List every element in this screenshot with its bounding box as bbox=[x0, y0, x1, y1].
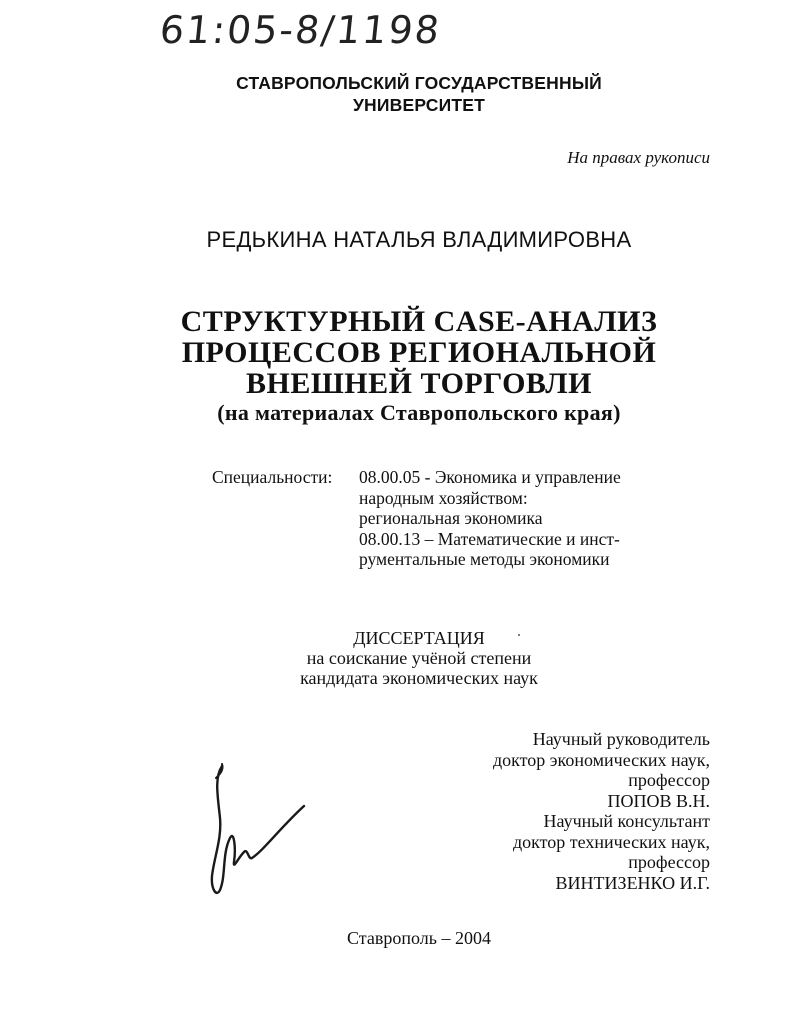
university-name bbox=[0, 72, 799, 116]
specialty-line: рументальные методы экономики bbox=[359, 549, 610, 569]
supervisor-line: профессор bbox=[628, 770, 710, 790]
supervisor-line: Научный руководитель bbox=[532, 729, 710, 749]
handwritten-archive-code: 61:05-8/1198 bbox=[157, 8, 444, 52]
supervisor-line: доктор технических наук, bbox=[513, 831, 710, 852]
degree-line-2: кандидата экономических наук bbox=[300, 668, 538, 688]
dissertation-title bbox=[0, 306, 799, 399]
dissertation-heading: ДИССЕРТАЦИЯ bbox=[353, 628, 485, 648]
specialty-line: народным хозяйством: bbox=[359, 487, 528, 508]
title-line-2: ПРОЦЕССОВ РЕГИОНАЛЬНОЙ bbox=[181, 336, 657, 369]
supervisor-line: ПОПОВ В.Н. bbox=[607, 790, 710, 811]
city-year: Ставрополь – 2004 bbox=[347, 928, 491, 948]
specialty-line: 08.00.13 – Математические и инст- bbox=[359, 528, 620, 549]
university-line-2: УНИВЕРСИТЕТ bbox=[352, 95, 486, 115]
supervisor-line: Научный консультант bbox=[543, 811, 710, 831]
author-name: РЕДЬКИНА НАТАЛЬЯ ВЛАДИМИРОВНА bbox=[206, 227, 632, 252]
university-line-1: СТАВРОПОЛЬСКИЙ ГОСУДАРСТВЕННЫЙ bbox=[236, 73, 602, 93]
specialties-label: Специальности: bbox=[212, 467, 333, 487]
specialties-list bbox=[359, 467, 621, 570]
supervisor-line: ВИНТИЗЕНКО И.Г. bbox=[555, 872, 710, 893]
dissertation-degree-block bbox=[0, 628, 799, 688]
specialty-line: региональная экономика bbox=[359, 508, 543, 528]
specialty-line: 08.00.05 - Экономика и управление bbox=[359, 467, 621, 487]
rights-note: На правах рукописи bbox=[567, 148, 710, 167]
supervisor-line: профессор bbox=[628, 852, 710, 872]
handwritten-signature bbox=[200, 758, 310, 908]
title-line-1: СТРУКТУРНЫЙ CASE-АНАЛИЗ bbox=[180, 305, 658, 338]
dissertation-subtitle: (на материалах Ставропольского края) bbox=[217, 400, 621, 425]
supervisors-block bbox=[493, 729, 710, 893]
title-line-3: ВНЕШНЕЙ ТОРГОВЛИ bbox=[246, 367, 592, 400]
supervisor-line: доктор экономических наук, bbox=[493, 749, 710, 770]
degree-line-1: на соискание учёной степени bbox=[306, 648, 532, 668]
